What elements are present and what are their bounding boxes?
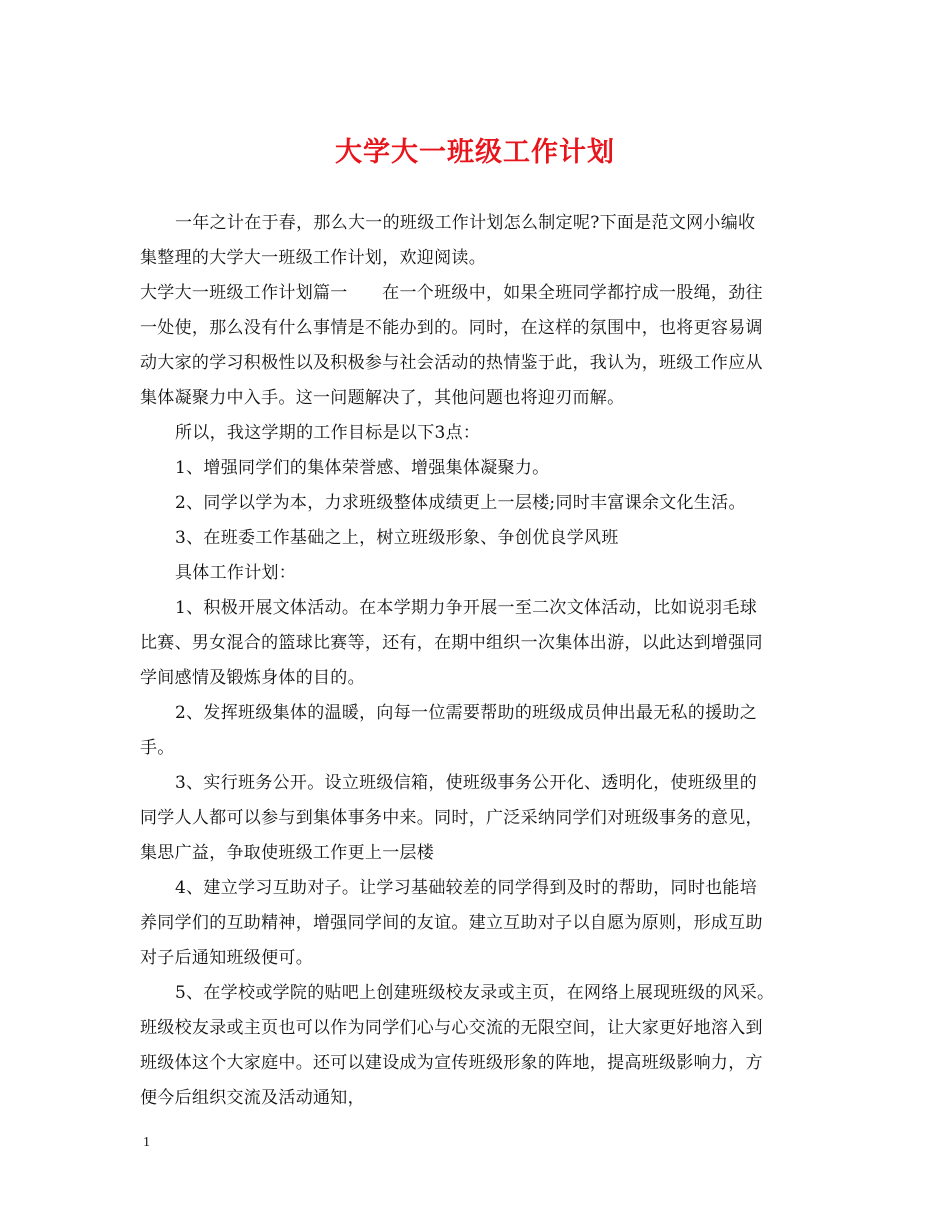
text-line: 比赛、男女混合的篮球比赛等，还有，在期中组织一次集体出游，以此达到增强同	[140, 633, 763, 653]
text-line: 5、在学校或学院的贴吧上创建班级校友录或主页，在网络上展现班级的风采。	[175, 983, 775, 1003]
text-line: 集体凝聚力中入手。这一问题解决了，其他问题也将迎刃而解。	[140, 388, 625, 408]
text-line: 1、增强同学们的集体荣誉感、增强集体凝聚力。	[175, 458, 550, 478]
text-line: 一年之计在于春，那么大一的班级工作计划怎么制定呢?下面是范文网小编收	[175, 213, 756, 233]
document-body	[140, 206, 830, 1116]
text-line: 对子后通知班级便可。	[140, 948, 313, 968]
text-line: 2、同学以学为本，力求班级整体成绩更上一层楼;同时丰富课余文化生活。	[175, 493, 746, 513]
text-line: 4、建立学习互助对子。让学习基础较差的同学得到及时的帮助，同时也能培	[175, 878, 758, 898]
text-line: 具体工作计划：	[175, 563, 297, 583]
text-line: 一处使，那么没有什么事情是不能办到的。同时，在这样的氛围中，也将更容易调	[140, 318, 763, 338]
page-number: 1	[143, 1135, 150, 1150]
text-line: 便今后组织交流及活动通知，	[140, 1088, 365, 1108]
text-line: 养同学们的互助精神，增强同学间的友谊。建立互助对子以自愿为原则，形成互助	[140, 913, 763, 933]
text-line: 集整理的大学大一班级工作计划，欢迎阅读。	[140, 248, 486, 268]
document-title: 大学大一班级工作计划	[335, 137, 615, 168]
text-line: 同学人人都可以参与到集体事务中来。同时，广泛采纳同学们对班级事务的意见，	[140, 808, 763, 828]
text-line: 班级校友录或主页也可以作为同学们心与心交流的无限空间，让大家更好地溶入到	[140, 1018, 763, 1038]
text-line: 动大家的学习积极性以及积极参与社会活动的热情鉴于此，我认为，班级工作应从	[140, 353, 763, 373]
text-line: 3、在班委工作基础之上，树立班级形象、争创优良学风班	[175, 528, 619, 548]
text-line: 学间感情及锻炼身体的目的。	[140, 668, 365, 688]
text-line: 大学大一班级工作计划篇一 在一个班级中，如果全班同学都拧成一股绳，劲往	[140, 283, 763, 303]
text-line: 3、实行班务公开。设立班级信箱，使班级事务公开化、透明化，使班级里的	[175, 773, 758, 793]
text-line: 1、积极开展文体活动。在本学期力争开展一至二次文体活动，比如说羽毛球	[175, 598, 758, 618]
text-line: 班级体这个大家庭中。还可以建设成为宣传班级形象的阵地，提高班级影响力，方	[140, 1053, 763, 1073]
text-line: 2、发挥班级集体的温暖，向每一位需要帮助的班级成员伸出最无私的援助之	[175, 703, 758, 723]
text-line: 手。	[140, 738, 175, 758]
text-line: 集思广益，争取使班级工作更上一层楼	[140, 843, 435, 863]
text-line: 所以，我这学期的工作目标是以下3点：	[175, 423, 481, 443]
